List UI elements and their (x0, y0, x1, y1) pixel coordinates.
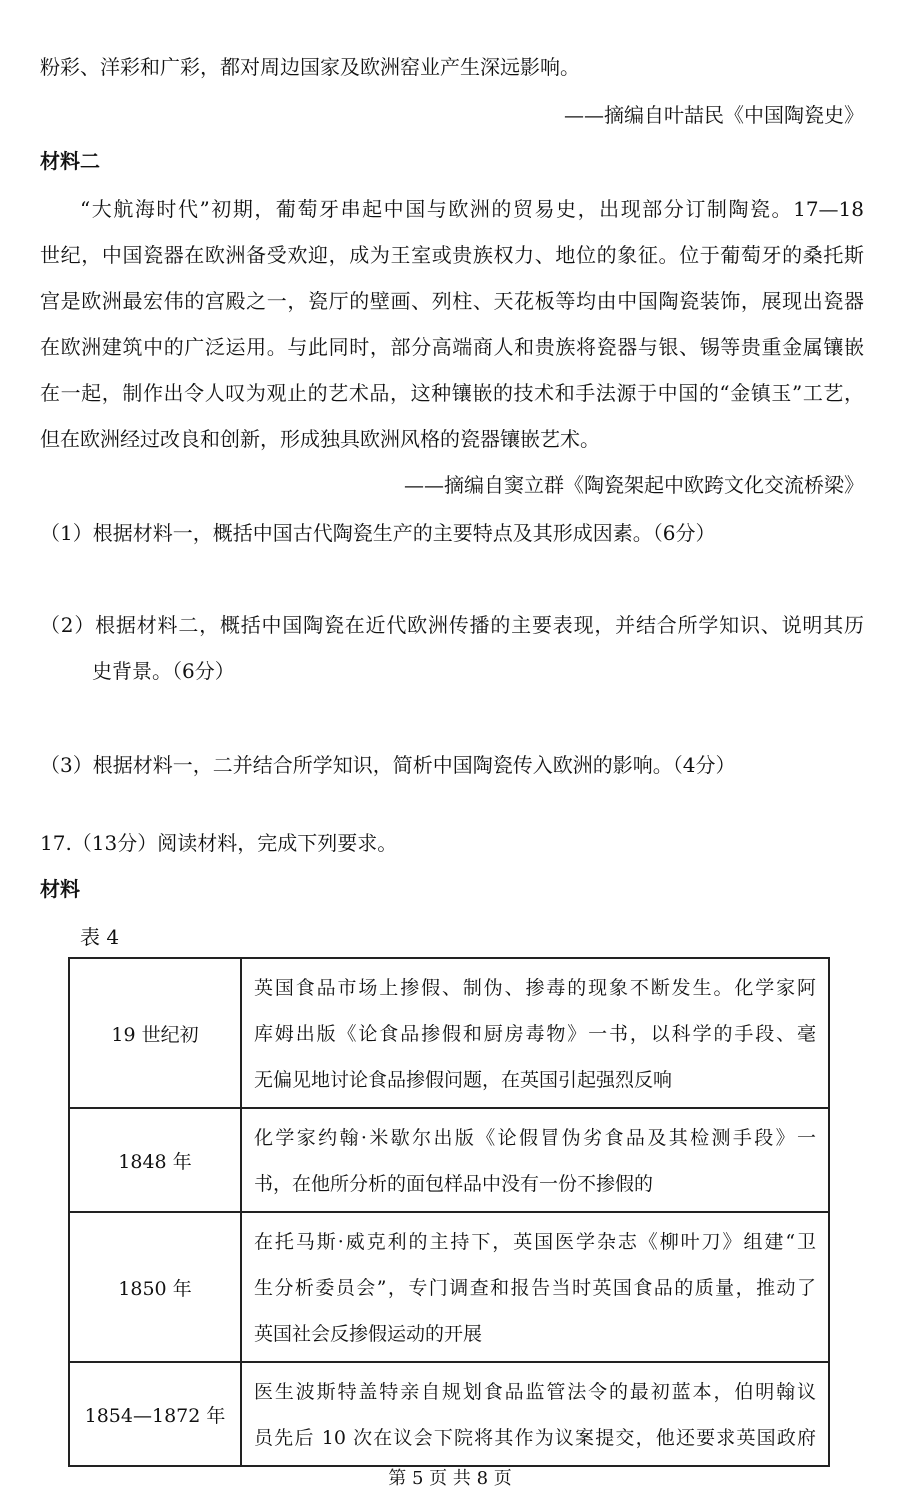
table-description-cell (241, 1362, 829, 1466)
table-description-line: 员先后 10 次在议会下院将其作为议案提交，他还要求英国政府 (254, 1427, 816, 1449)
question-3: （3）根据材料一，二并结合所学知识，简析中国陶瓷传入欧洲的影响。（4分） (40, 753, 736, 777)
material2-paragraph-line: 但在欧洲经过改良和创新，形成独具欧洲风格的瓷器镶嵌艺术。 (40, 427, 600, 451)
table-row (69, 1108, 829, 1212)
question-17-title: 17.（13分）阅读材料，完成下列要求。 (40, 831, 398, 855)
table-year-cell: 1854—1872 年 (69, 1362, 241, 1466)
table-row (69, 1362, 829, 1466)
material1-last-line: 粉彩、洋彩和广彩，都对周边国家及欧洲窑业产生深远影响。 (40, 55, 580, 79)
table-year-cell: 1850 年 (69, 1212, 241, 1362)
table-description-line: 英国食品市场上掺假、制伪、掺毒的现象不断发生。化学家阿 (254, 977, 816, 999)
page-number: 第 5 页 共 8 页 (388, 1468, 512, 1489)
table-description-line: 书，在他所分析的面包样品中没有一份不掺假的 (254, 1173, 654, 1195)
material2-paragraph-line: 在欧洲建筑中的广泛运用。与此同时，部分高端商人和贵族将瓷器与银、锡等贵重金属镶嵌 (40, 335, 864, 359)
material2-paragraph-line: 世纪，中国瓷器在欧洲备受欢迎，成为王室或贵族权力、地位的象征。位于葡萄牙的桑托斯 (40, 243, 864, 267)
table-description-line: 无偏见地讨论食品掺假问题，在英国引起强烈反响 (254, 1069, 673, 1091)
table-description-cell (241, 1212, 829, 1362)
table-description-line: 生分析委员会”，专门调查和报告当时英国食品的质量，推动了 (254, 1277, 816, 1299)
material2-paragraph-line: 在一起，制作出令人叹为观止的艺术品，这种镶嵌的技术和手法源于中国的“金镇玉”工艺， (40, 381, 864, 405)
table-caption: 表 4 (80, 925, 120, 949)
table-row (69, 1212, 829, 1362)
table-description-line: 在托马斯·威克利的主持下，英国医学杂志《柳叶刀》组建“卫 (254, 1231, 816, 1253)
material2-heading: 材料二 (40, 149, 100, 173)
material2-paragraph-line: “大航海时代”初期，葡萄牙串起中国与欧洲的贸易史，出现部分订制陶瓷。17—18 (80, 197, 864, 221)
table-year-cell: 1848 年 (69, 1108, 241, 1212)
table-description-line: 化学家约翰·米歇尔出版《论假冒伪劣食品及其检测手段》一 (254, 1127, 816, 1149)
question-2-continued: 史背景。（6分） (92, 659, 235, 683)
question-17-material-heading: 材料 (40, 877, 80, 901)
table-description-cell (241, 958, 829, 1108)
table-description-line: 库姆出版《论食品掺假和厨房毒物》一书，以科学的手段、毫 (254, 1023, 816, 1045)
material2-paragraph-line: 宫是欧洲最宏伟的宫殿之一，瓷厅的壁画、列柱、天花板等均由中国陶瓷装饰，展现出瓷器 (40, 289, 864, 313)
material2-source: ——摘编自窦立群《陶瓷架起中欧跨文化交流桥梁》 (404, 473, 864, 497)
table-row (69, 958, 829, 1108)
table-description-line: 医生波斯特盖特亲自规划食品监管法令的最初蓝本，伯明翰议 (254, 1381, 816, 1403)
question-2: （2）根据材料二，概括中国陶瓷在近代欧洲传播的主要表现，并结合所学知识、说明其历 (40, 613, 864, 637)
table-year-cell: 19 世纪初 (69, 958, 241, 1108)
question-1: （1）根据材料一，概括中国古代陶瓷生产的主要特点及其形成因素。（6分） (40, 521, 716, 545)
table-description-cell (241, 1108, 829, 1212)
table-4 (68, 957, 830, 1467)
table-description-line: 英国社会反掺假运动的开展 (254, 1323, 483, 1345)
material1-source: ——摘编自叶喆民《中国陶瓷史》 (564, 103, 864, 127)
